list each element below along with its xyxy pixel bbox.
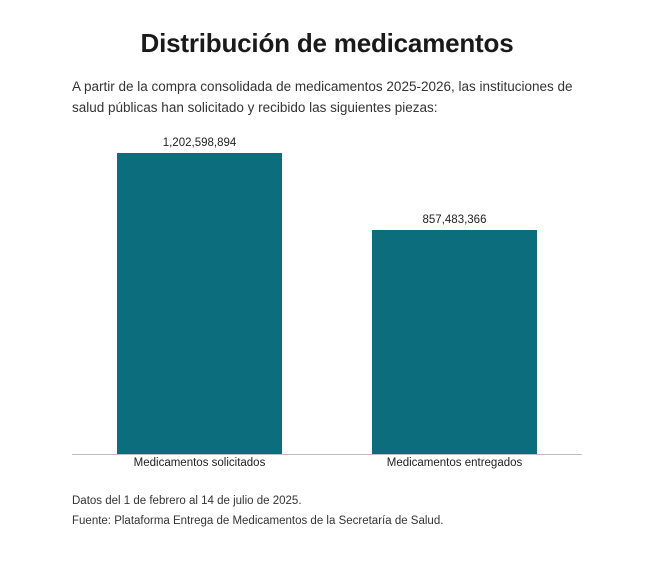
- x-axis-label-entregados: Medicamentos entregados: [386, 456, 523, 469]
- bar-value-label: 1,202,598,894: [162, 136, 237, 149]
- x-axis-label-solicitados: Medicamentos solicitados: [133, 456, 266, 469]
- chart-footnotes: [72, 491, 582, 531]
- bar-group-solicitados: [72, 137, 327, 454]
- x-axis-line: [72, 454, 582, 455]
- bar-entregados[interactable]: [372, 230, 537, 454]
- bar-solicitados[interactable]: [117, 153, 282, 454]
- chart-subtitle: A partir de la compra consolidada de medicamentos 2025-2026, las instituciones de salud públicas han solicitado y recibido las siguientes piezas:: [72, 79, 573, 115]
- bar-chart: [72, 137, 582, 477]
- x-axis-labels: [72, 457, 582, 477]
- footnote-period: Datos del 1 de febrero al 14 de julio de 2025.: [72, 494, 302, 507]
- bar-value-label: 857,483,366: [422, 213, 487, 226]
- page-title: Distribución de medicamentos: [140, 28, 514, 58]
- bar-group-entregados: [327, 137, 582, 454]
- footnote-source: Fuente: Plataforma Entrega de Medicamentos de la Secretaría de Salud.: [72, 514, 444, 527]
- bar-series: [72, 137, 582, 454]
- chart-page: [0, 28, 654, 579]
